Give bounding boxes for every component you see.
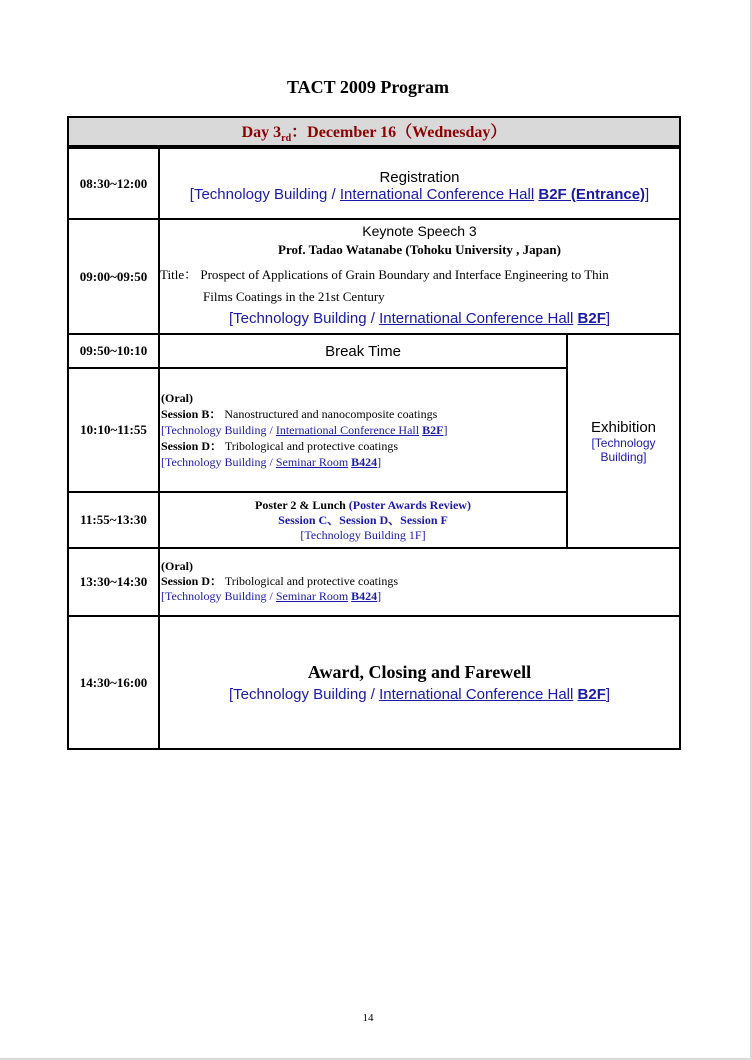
time-cell: 14:30~16:00	[79, 674, 148, 690]
location-suffix: ]	[443, 423, 448, 437]
room-label: B2F	[422, 423, 444, 437]
oral1-cell	[160, 369, 566, 491]
keynote-title: Keynote Speech 3	[362, 223, 477, 239]
keynote-location	[160, 310, 679, 327]
time-cell: 09:00~09:50	[79, 268, 148, 284]
venue-link[interactable]: International Conference Hall	[379, 686, 574, 703]
location-prefix: [Technology Building /	[228, 686, 380, 703]
poster-cell	[160, 493, 566, 547]
venue-link[interactable]: Seminar Room	[275, 589, 349, 603]
oral-label: (Oral)	[161, 391, 193, 405]
poster-sessions: Session C、Session D、Session F	[278, 512, 448, 527]
poster-title: Poster 2 & Lunch	[255, 497, 346, 512]
poster-review: (Poster Awards Review)	[348, 497, 471, 512]
oral-label: (Oral)	[161, 559, 193, 573]
keynote-talk-title-line2: Films Coatings in the 21st Century	[203, 289, 385, 304]
session-d-location	[161, 454, 381, 470]
venue-link[interactable]: Seminar Room	[275, 455, 349, 469]
room-label: B2F	[577, 310, 606, 327]
location-prefix: [Technology Building /	[228, 310, 380, 327]
room-label: B424	[351, 455, 378, 469]
room-label: B2F (Entrance)	[538, 185, 646, 203]
location-prefix: [Technology Building /	[161, 589, 276, 603]
session-d	[161, 574, 398, 589]
session-b-location	[161, 422, 447, 438]
schedule-table	[67, 147, 681, 750]
page-number: 14	[362, 1012, 374, 1024]
closing-cell	[160, 617, 679, 748]
closing-location	[229, 686, 610, 703]
location-suffix: ]	[605, 686, 611, 703]
day-label: Day 3	[241, 123, 282, 141]
session-d-location	[161, 589, 381, 604]
poster-title-line	[255, 498, 471, 513]
location-prefix: [Technology Building /	[161, 423, 276, 437]
location-prefix: [Technology Building /	[161, 455, 276, 469]
exhibition-title: Exhibition	[590, 418, 657, 436]
day-ordinal: rd	[281, 133, 292, 145]
time-cell: 13:30~14:30	[79, 574, 148, 589]
location-suffix: ]	[377, 589, 382, 603]
exhibition-location-line2: Building]	[600, 449, 647, 464]
poster-location: [Technology Building 1F]	[300, 527, 426, 542]
venue-link[interactable]: International Conference Hall	[339, 185, 535, 203]
venue-link[interactable]: International Conference Hall	[379, 310, 574, 327]
registration-location	[190, 186, 649, 203]
closing-title: Award, Closing and Farewell	[307, 662, 532, 682]
venue-link[interactable]: International Conference Hall	[275, 423, 420, 437]
session-label: Session D：	[161, 574, 223, 588]
location-suffix: ]	[377, 455, 382, 469]
registration-cell	[160, 153, 679, 218]
session-topic: Nanostructured and nanocomposite coatings	[224, 407, 438, 421]
exhibition-location-line1: [Technology	[591, 435, 656, 450]
room-label: B2F	[577, 686, 606, 703]
page-title: TACT 2009 Program	[287, 77, 449, 97]
session-b	[161, 406, 437, 422]
day-date: ：December 16（Wednesday）	[291, 123, 507, 141]
session-topic: Tribological and protective coatings	[224, 574, 398, 588]
time-cell: 11:55~13:30	[80, 512, 147, 527]
keynote-cell	[160, 220, 679, 333]
time-cell: 08:30~12:00	[79, 175, 148, 191]
registration-title: Registration	[379, 168, 460, 186]
exhibition-cell	[568, 335, 679, 547]
location-prefix: [Technology Building /	[189, 185, 340, 203]
keynote-talk-title-line1: Title： Prospect of Applications of Grain Boundary and Interface Engineering to Thin	[160, 267, 609, 282]
session-label: Session D：	[161, 439, 223, 453]
time-cell: 10:10~11:55	[80, 422, 147, 437]
session-topic: Tribological and protective coatings	[224, 439, 398, 453]
oral2-cell	[160, 549, 679, 615]
time-cell: 09:50~10:10	[79, 343, 148, 358]
keynote-speaker: Prof. Tadao Watanabe (Tohoku University , Japan)	[278, 242, 561, 257]
room-label: B424	[351, 589, 378, 603]
break-cell: Break Time	[325, 342, 401, 360]
day-header-text	[242, 119, 507, 144]
session-d	[161, 438, 398, 454]
session-label: Session B：	[161, 407, 222, 421]
location-suffix: ]	[605, 310, 611, 327]
location-suffix: ]	[645, 185, 650, 203]
day-header	[67, 116, 681, 147]
